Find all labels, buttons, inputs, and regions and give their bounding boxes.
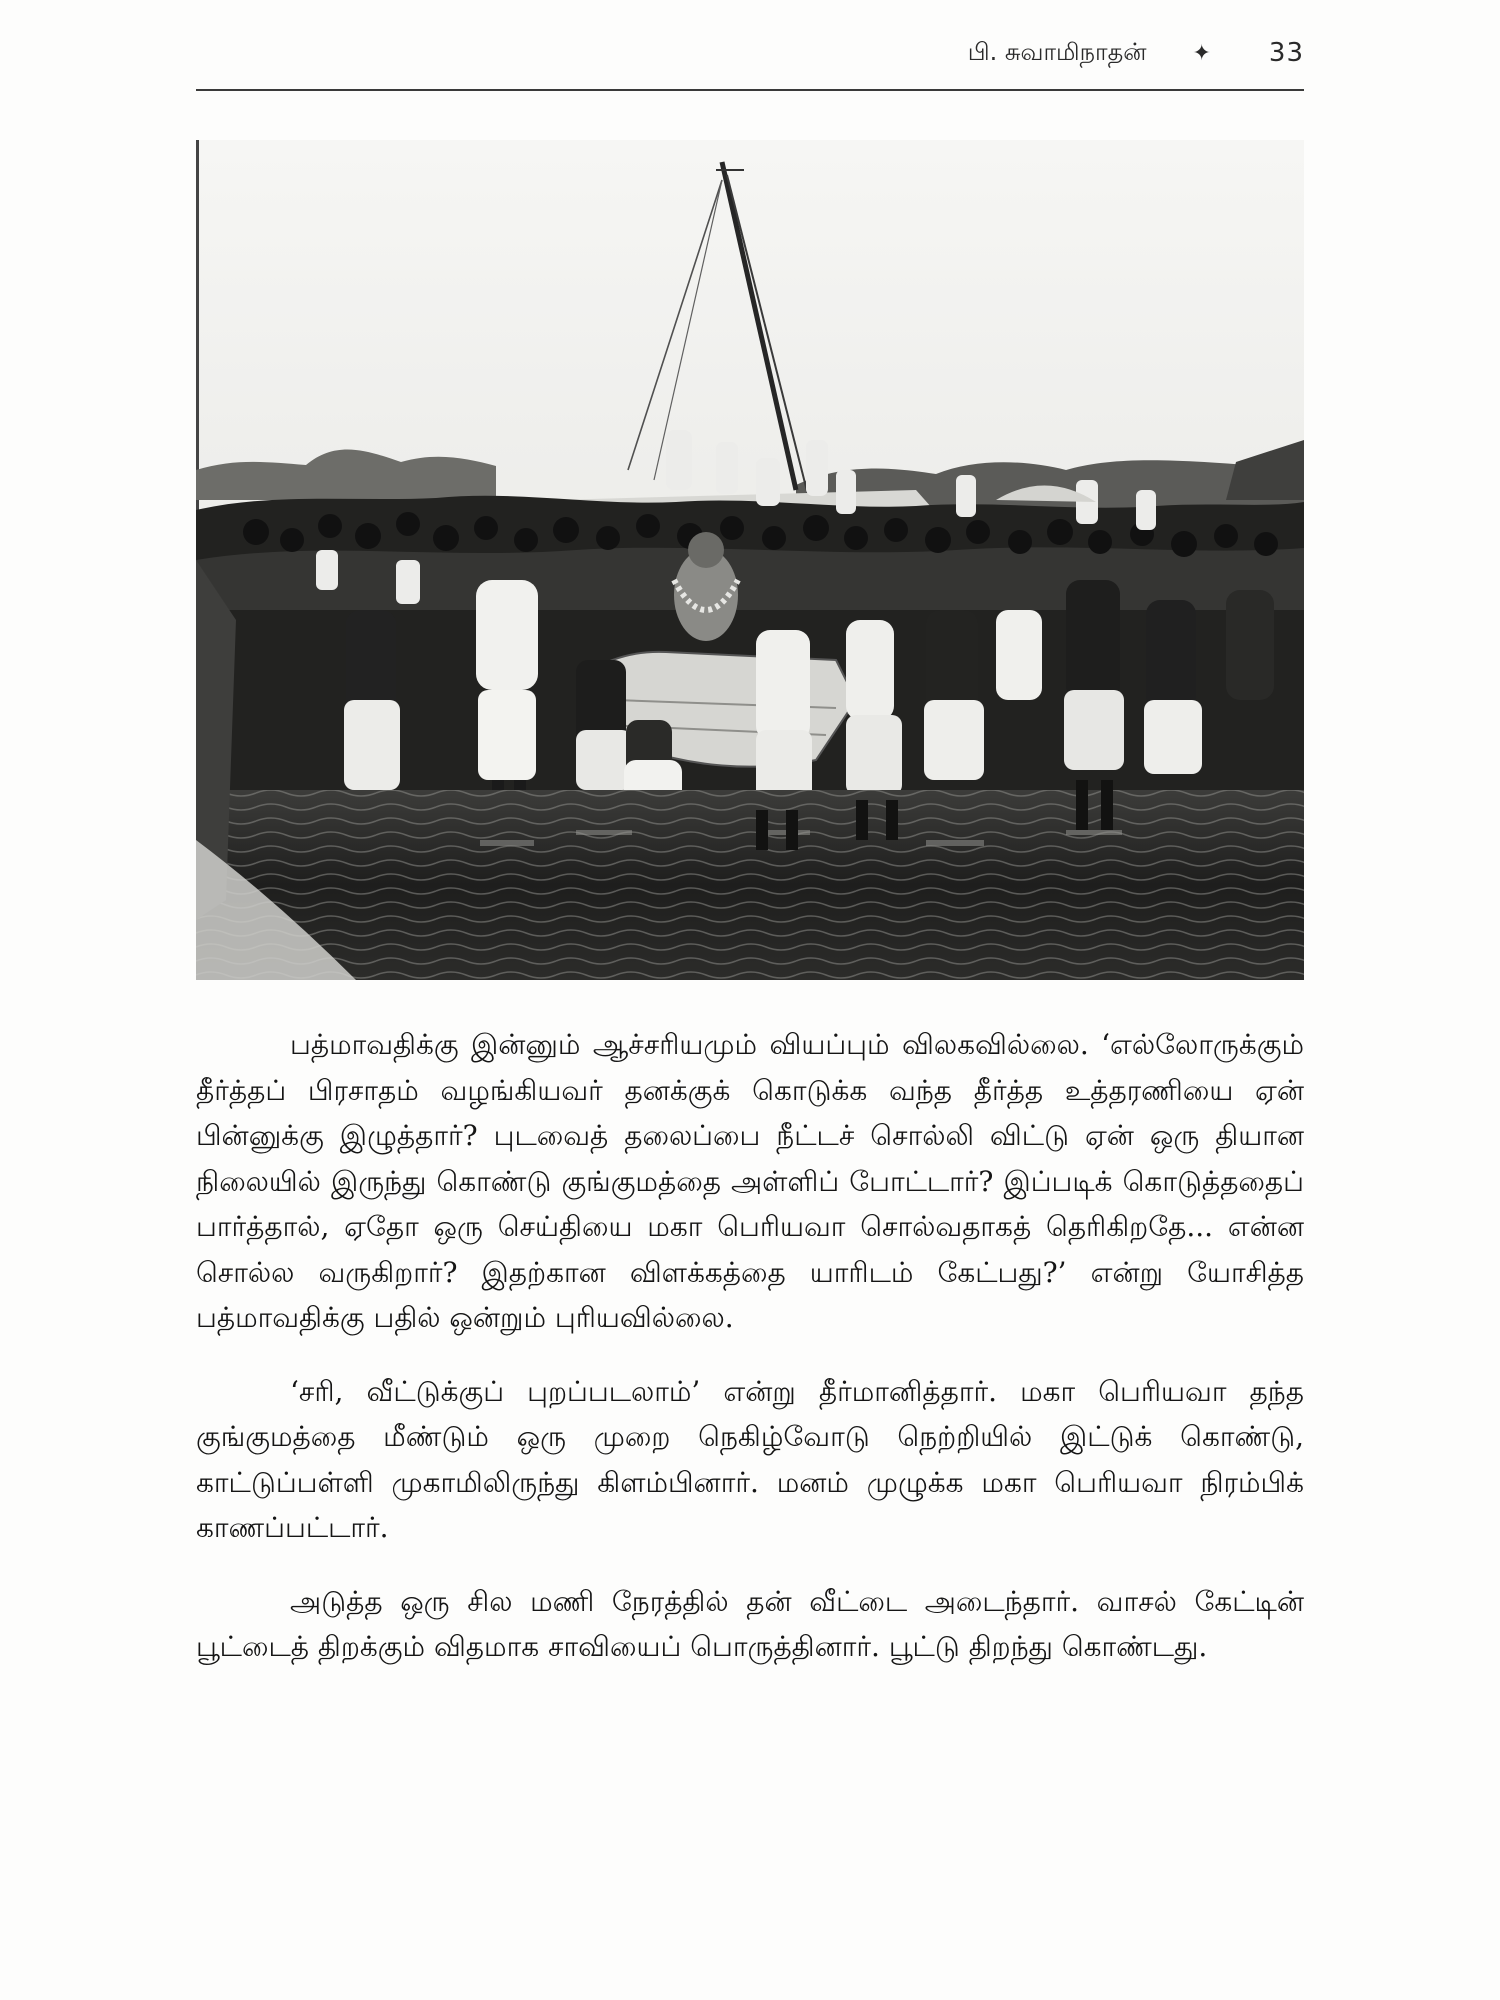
paragraph-3: அடுத்த ஒரு சில மணி நேரத்தில் தன் வீட்டை அடைந்தார். வாசல் கேட்டின் பூட்டைத் திறக்கும் விதமாக சாவியைப் பொருத்தினார். பூட்டு திறந்து கொண்டது. (196, 1584, 1304, 1663)
photograph-crowd-boat-shore-icon (196, 140, 1304, 980)
paragraph-1: பத்மாவதிக்கு இன்னும் ஆச்சரியமும் வியப்பும் விலகவில்லை. ‘எல்லோருக்கும் தீர்த்தப் பிரசாதம் வழங்கியவர் தனக்குக் கொடுக்க வந்த தீர்த்த உத்தரணியை ஏன் பின்னுக்கு இழுத்தார்? புடவைத் தலைப்பை நீட்டச் சொல்லி விட்டு ஏன் ஒரு தியான நிலையில் இருந்து கொண்டு குங்குமத்தை அள்ளிப் போட்டார்? இப்படிக் கொடுத்ததைப் பார்த்தால், ஏதோ ஒரு செய்தியை மகா பெரியவா சொல்வதாகத் தெரிகிறதே... என்ன சொல்ல வருகிறார்? இதற்கான விளக்கத்தை யாரிடம் கேட்பது?’ என்று யோசித்த பத்மாவதிக்கு பதில் ஒன்றும் புரியவில்லை. (196, 1028, 1304, 1334)
header-author: பி. சுவாமிநாதன் (967, 37, 1147, 66)
photograph (196, 140, 1304, 980)
running-header (196, 28, 1304, 78)
page-number: 33 (1268, 38, 1304, 68)
header-separator-icon: ✦ (1192, 40, 1211, 66)
paragraph-2: ‘சரி, வீட்டுக்குப் புறப்படலாம்’ என்று தீர்மானித்தார். மகா பெரியவா தந்த குங்குமத்தை மீண்டும் ஒரு முறை நெகிழ்வோடு நெற்றியில் இட்டுக் கொண்டு, காட்டுப்பள்ளி முகாமிலிருந்து கிளம்பினார். மனம் முழுக்க மகா பெரியவா நிரம்பிக் காணப்பட்டார். (196, 1374, 1304, 1544)
body-text (196, 1022, 1304, 1698)
header-rule (196, 89, 1304, 91)
